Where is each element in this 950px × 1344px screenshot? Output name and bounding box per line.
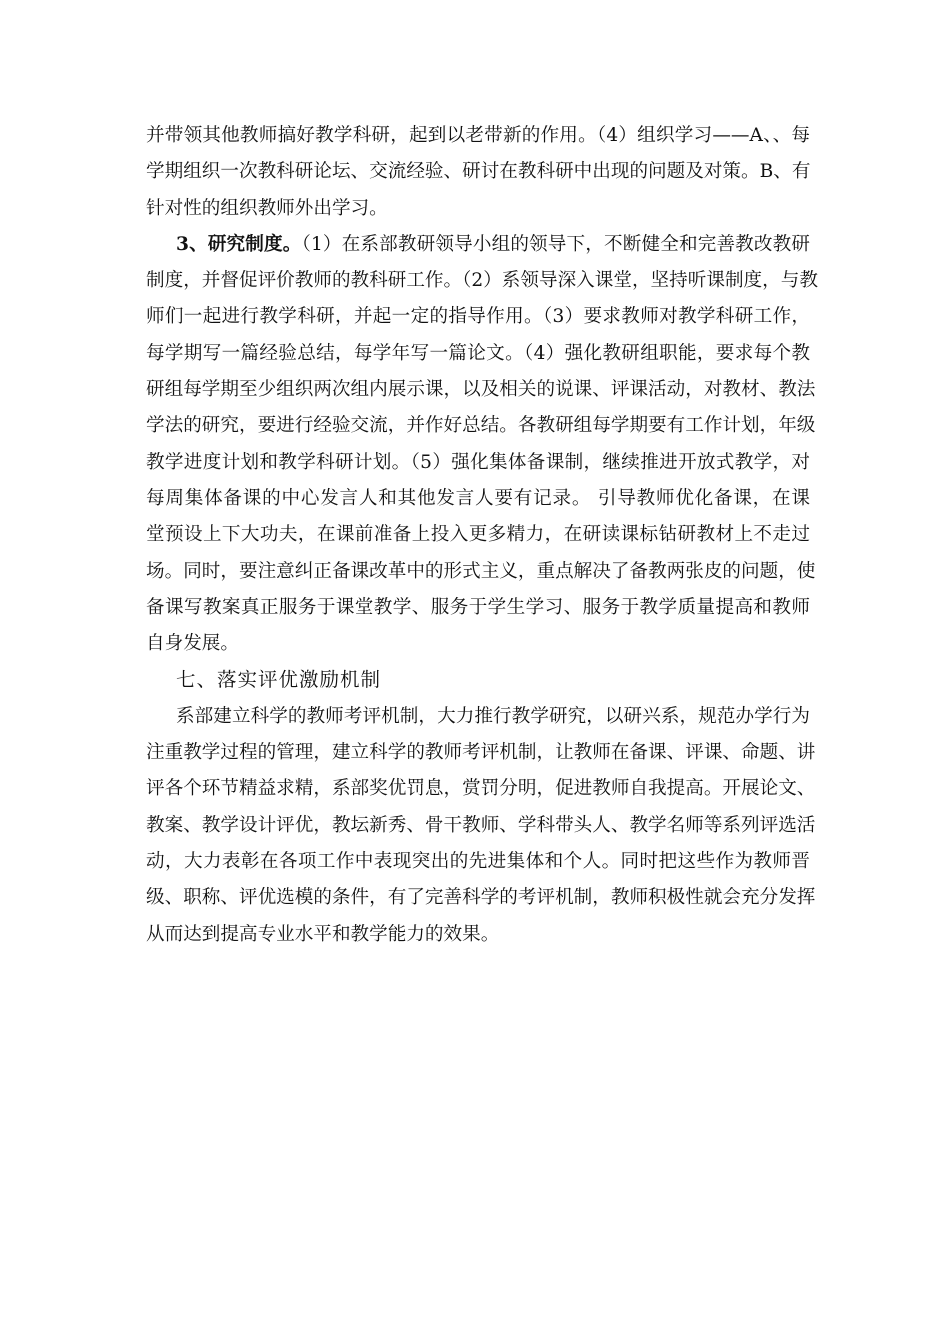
paragraph-research-system: [146, 227, 818, 663]
text-line: 系部建立科学的教师考评机制，大力推行教学研究，以研兴系，规范办学行为: [176, 705, 810, 727]
text-line: 每周集体备课的中心发言人和其他发言人要有记录。 引导教师优化备课，在课: [146, 487, 810, 509]
text-span: （1）在系部教研领导小组的领导下，不断健全和完善教改教研: [301, 233, 810, 255]
text-line: 场。同时，要注意纠正备课改革中的形式主义，重点解决了备教两张皮的问题，使: [146, 560, 816, 582]
text-line: [146, 227, 810, 263]
text-line: 评各个环节精益求精，系部奖优罚息，赏罚分明，促进教师自我提高。开展论文、: [146, 778, 816, 800]
document-page: [146, 118, 818, 953]
text-line: 针对性的组织教师外出学习。: [146, 197, 388, 219]
text-line: 从而达到提高专业水平和教学能力的效果。: [146, 923, 500, 945]
research-system-label: 3、研究制度。: [176, 233, 302, 255]
paragraph-evaluation-mechanism: [146, 699, 816, 953]
text-line: 教案、教学设计评优，教坛新秀、骨干教师、学科带头人、教学名师等系列评选活: [146, 814, 816, 836]
text-line: 教学进度计划和教学科研计划。（5）强化集体备课制，继续推进开放式教学，对: [146, 451, 810, 473]
text-line: 动，大力表彰在各项工作中表现突出的先进集体和个人。同时把这些作为教师晋: [146, 850, 810, 872]
text-line: 自身发展。: [146, 633, 239, 655]
text-line: 学法的研究，要进行经验交流，并作好总结。各教研组每学期要有工作计划，年级: [146, 415, 816, 437]
section-heading: 七、落实评优激励机制: [176, 668, 382, 692]
text-line: 研组每学期至少组织两次组内展示课，以及相关的说课、评课活动，对教材、教法: [146, 379, 816, 401]
text-line: 备课写教案真正服务于课堂教学、服务于学生学习、服务于教学质量提高和教师: [146, 596, 810, 618]
text-line: 级、职称、评优选模的条件，有了完善科学的考评机制，教师积极性就会充分发挥: [146, 887, 816, 909]
text-line: 学期组织一次教科研论坛、交流经验、研讨在教科研中出现的问题及对策。B、有: [146, 161, 811, 183]
text-line: 注重教学过程的管理，建立科学的教师考评机制，让教师在备课、评课、命题、讲: [146, 742, 816, 764]
text-line: 制度，并督促评价教师的教科研工作。（2）系领导深入课堂，坚持听课制度，与教: [146, 270, 818, 292]
text-line: 并带领其他教师搞好教学科研，起到以老带新的作用。（4）组织学习——A、、每: [146, 125, 810, 146]
text-line: 每学期写一篇经验总结，每学年写一篇论文。（4）强化教研组职能，要求每个教: [146, 342, 810, 364]
text-line: 师们一起进行教学科研，并起一定的指导作用。（3）要求教师对教学科研工作，: [146, 306, 810, 328]
text-line: 堂预设上下大功夫，在课前准备上投入更多精力，在研读课标钻研教材上不走过: [146, 524, 810, 546]
paragraph-organize-study: [146, 118, 810, 227]
